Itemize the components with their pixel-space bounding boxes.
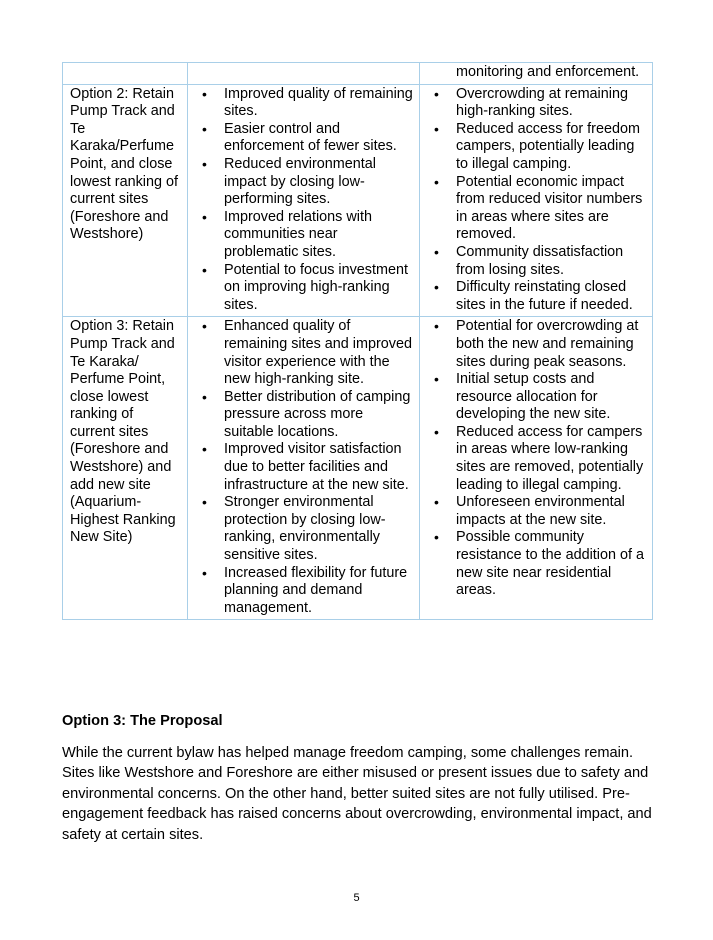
list-item: • Reduced access for freedom campers, potentially leading to illegal camping. [427, 121, 646, 174]
advantages-cell [188, 63, 420, 85]
list-item: • Easier control and enforcement of fewer sites. [195, 121, 413, 156]
table-row-option-3 [63, 317, 653, 620]
option-cell: Option 2: Retain Pump Track and Te Karaka/Perfume Point, and close lowest ranking of current sites (Foreshore and Westshore) [63, 84, 188, 317]
list-item: • Increased flexibility for future planning and demand management. [195, 565, 413, 618]
advantages-list [195, 318, 413, 617]
list-item: • Potential economic impact from reduced visitor numbers in areas where sites are removed. [427, 174, 646, 244]
list-item: • Potential for overcrowding at both the new and remaining sites during peak seasons. [427, 318, 646, 371]
advantages-cell [188, 317, 420, 620]
list-item: • Overcrowding at remaining high-ranking sites. [427, 86, 646, 121]
list-item: • Enhanced quality of remaining sites and improved visitor experience with the new high-ranking site. [195, 318, 413, 388]
disadvantages-cell [420, 84, 653, 317]
disadvantages-list [427, 86, 646, 315]
list-item: • Better distribution of camping pressure across more suitable locations. [195, 389, 413, 442]
section-heading: Option 3: The Proposal [62, 713, 223, 729]
disadvantages-list [427, 64, 646, 82]
page-number: 5 [353, 892, 360, 904]
disadvantages-list [427, 318, 646, 600]
advantages-cell [188, 84, 420, 317]
section-paragraph: While the current bylaw has helped manage freedom camping, some challenges remain. Sites like Westshore and Foreshore are either misused or present issues due to safety and environmental concerns. On the other hand, better suited sites are not fully utilised. Pre-engagement feedback has raised concerns about overcrowding, environmental impact, and safety at certain sites. [62, 745, 652, 843]
table-row-option-2 [63, 84, 653, 317]
list-item: • Initial setup costs and resource allocation for developing the new site. [427, 371, 646, 424]
disadvantages-cell [420, 63, 653, 85]
list-item: • Possible community resistance to the addition of a new site near residential areas. [427, 529, 646, 599]
list-item: monitoring and enforcement. [456, 64, 640, 80]
option-cell: Option 3: Retain Pump Track and Te Karaka/ Perfume Point, close lowest ranking of current sites (Foreshore and Westshore) and add new site (Aquarium-Highest Ranking New Site) [63, 317, 188, 620]
disadvantages-cell [420, 317, 653, 620]
list-item: • Improved quality of remaining sites. [195, 86, 413, 121]
list-item: • Improved visitor satisfaction due to better facilities and infrastructure at the new site. [195, 441, 413, 494]
option-cell [63, 63, 188, 85]
options-table [62, 62, 653, 620]
list-item: • Stronger environmental protection by closing low-ranking, environmentally sensitive sites. [195, 494, 413, 564]
table-row-continued [63, 63, 653, 85]
list-item: • Reduced environmental impact by closing low-performing sites. [195, 156, 413, 209]
list-item: • Unforeseen environmental impacts at the new site. [427, 494, 646, 529]
advantages-list [195, 86, 413, 315]
list-item: • Difficulty reinstating closed sites in the future if needed. [427, 279, 646, 314]
list-item: • Community dissatisfaction from losing sites. [427, 244, 646, 279]
list-item: • Improved relations with communities near problematic sites. [195, 209, 413, 262]
list-item: • Potential to focus investment on improving high-ranking sites. [195, 262, 413, 315]
list-item: • Reduced access for campers in areas where low-ranking sites are removed, potentially leading to illegal camping. [427, 424, 646, 494]
